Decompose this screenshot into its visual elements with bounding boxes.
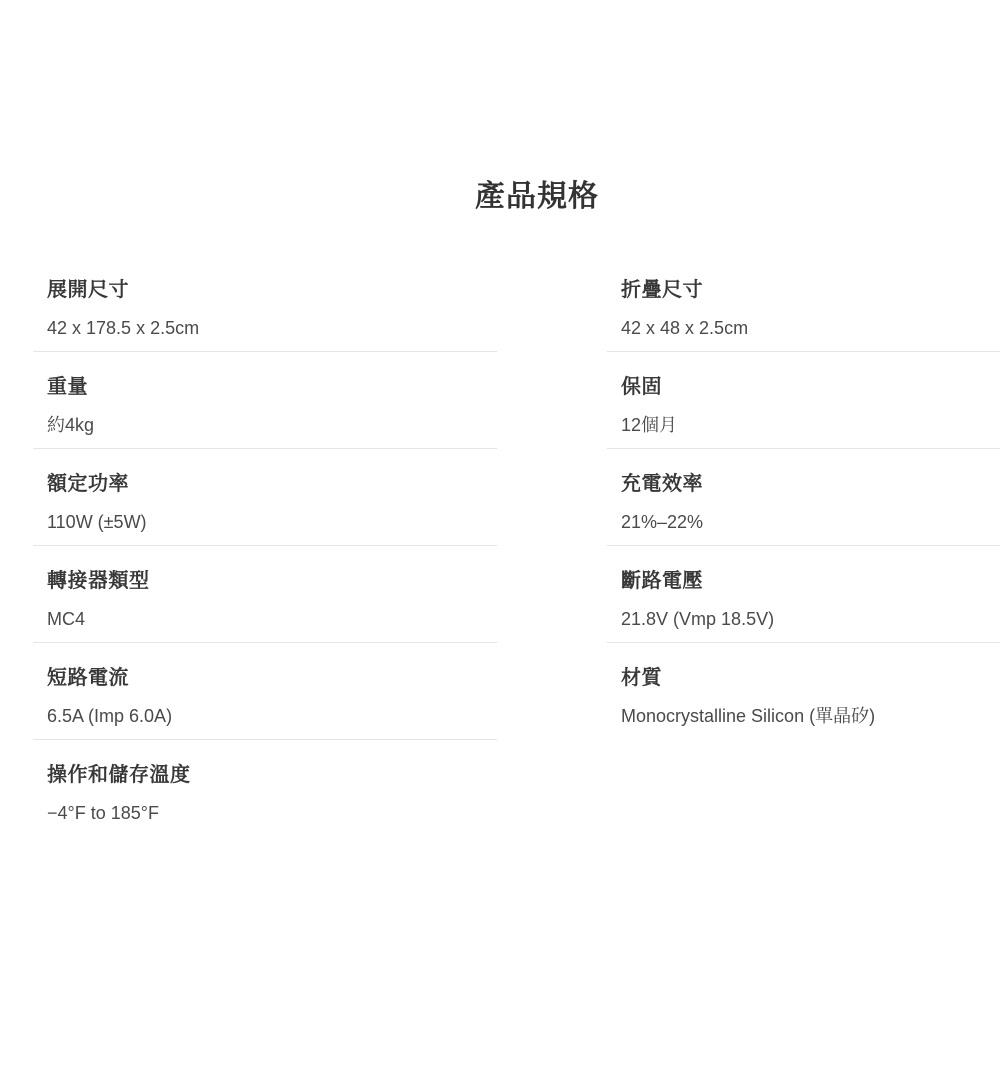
spec-item (33, 740, 497, 837)
spec-value: 21.8V (Vmp 18.5V) (621, 609, 775, 629)
spec-item (33, 352, 497, 449)
spec-value: 42 x 178.5 x 2.5cm (47, 318, 200, 338)
spec-value: 約4kg (47, 415, 95, 435)
spec-label: 斷路電壓 (621, 570, 703, 592)
spec-item (607, 546, 1000, 643)
spec-value: MC4 (47, 609, 86, 629)
spec-value: 110W (±5W) (47, 512, 147, 532)
spec-item (607, 643, 1000, 740)
spec-item (33, 546, 497, 643)
spec-label: 額定功率 (47, 473, 129, 495)
spec-label: 轉接器類型 (47, 570, 150, 592)
spec-item (33, 643, 497, 740)
spec-value: −4°F to 185°F (47, 803, 159, 823)
spec-value: 42 x 48 x 2.5cm (621, 318, 749, 338)
spec-item (33, 449, 497, 546)
spec-label: 保固 (621, 376, 662, 398)
spec-label: 折疊尺寸 (621, 279, 703, 301)
spec-label: 重量 (47, 376, 88, 398)
spec-label: 充電效率 (621, 473, 703, 495)
spec-item (607, 352, 1000, 449)
spec-value: 12個月 (621, 415, 678, 435)
spec-item (607, 255, 1000, 352)
spec-label: 材質 (621, 667, 662, 689)
spec-item (33, 255, 497, 352)
spec-item (607, 449, 1000, 546)
section-header (0, 180, 1000, 214)
spec-value: 6.5A (Imp 6.0A) (47, 706, 173, 726)
spec-label: 短路電流 (47, 667, 129, 689)
specs-column-right (607, 255, 1000, 740)
spec-label: 操作和儲存溫度 (47, 764, 191, 786)
page-title: 產品規格 (475, 180, 599, 213)
spec-value: Monocrystalline Silicon (單晶矽) (621, 706, 876, 726)
spec-value: 21%–22% (621, 512, 704, 532)
spec-label: 展開尺寸 (47, 279, 129, 301)
specs-column-left (33, 255, 497, 837)
